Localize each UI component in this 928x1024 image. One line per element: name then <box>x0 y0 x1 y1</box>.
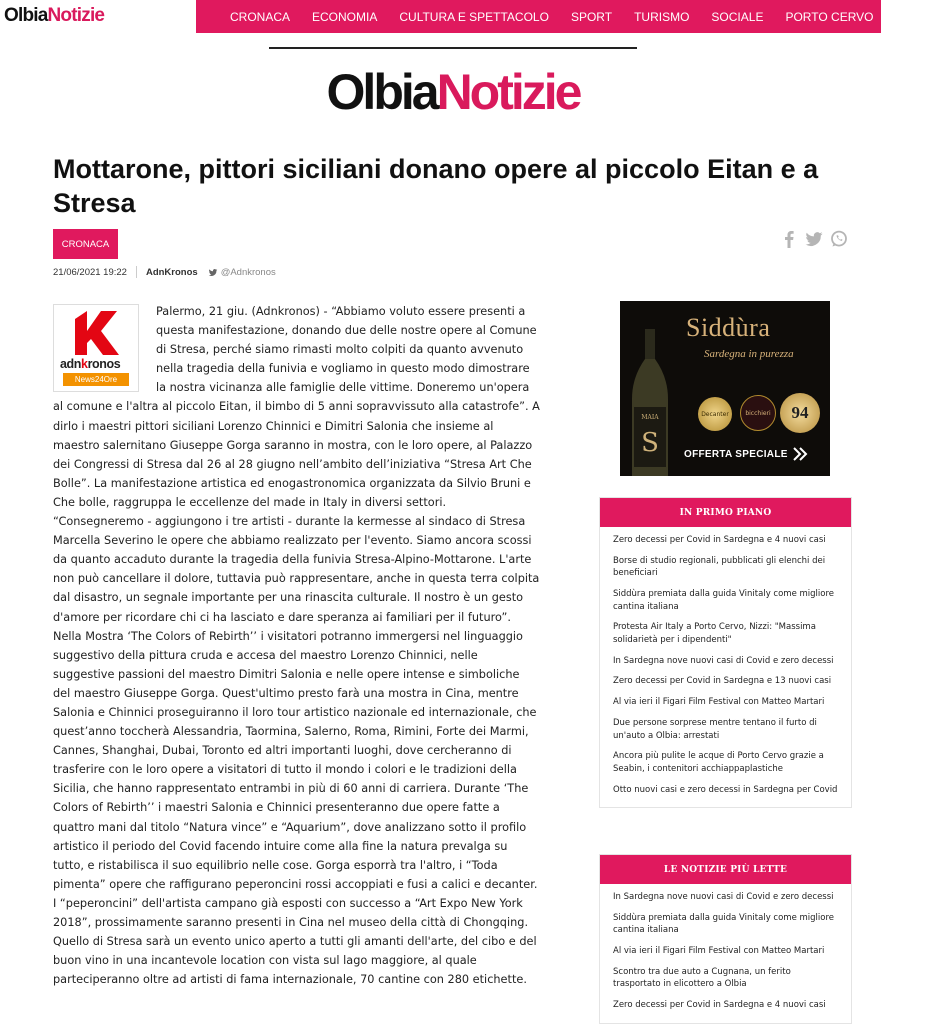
nav-turismo[interactable]: TURISMO <box>634 9 690 24</box>
nav-sport[interactable]: SPORT <box>570 9 613 24</box>
ad-brand: Siddùra <box>686 313 771 342</box>
article-date: 21/06/2021 19:22 <box>53 266 127 278</box>
list-item[interactable]: Ancora più pulite le acque di Porto Cervo grazie a Seabin, i contenitori acchiappaplastiche <box>613 751 824 774</box>
masthead-olbia: Olbia <box>326 63 437 120</box>
list-item[interactable]: Borse di studio regionali, pubblicati gli elenchi dei beneficiari <box>613 555 826 579</box>
svg-text:MAIA: MAIA <box>641 414 659 421</box>
adnkronos-wordmark <box>60 355 120 374</box>
facebook-icon[interactable] <box>780 230 798 248</box>
nav-porto-cervo[interactable]: PORTO CERVO <box>785 9 874 24</box>
list-item[interactable]: Zero decessi per Covid in Sardegna e 4 nuovi casi <box>613 1000 826 1011</box>
list-item[interactable]: In Sardegna nove nuovi casi di Covid e zero decessi <box>613 892 834 902</box>
list-item[interactable]: Otto nuovi casi e zero decessi in Sardegna per Covid <box>613 784 838 795</box>
article-meta <box>53 266 276 278</box>
ad-tagline: Sardegna in purezza <box>704 348 794 360</box>
adnkronos-logo <box>53 304 139 392</box>
logo-notizie: Notizie <box>47 5 105 26</box>
article-title: Mottarone, pittori siciliani donano opere al piccolo Eitan e a Stresa <box>53 154 819 218</box>
widget-primo-piano <box>599 497 852 808</box>
wordmark-ronos: ronos <box>87 357 121 371</box>
list-item[interactable]: Al via ieri il Figari Film Festival con Matteo Martari <box>613 946 825 957</box>
wine-bottle-image <box>628 329 672 476</box>
author-twitter[interactable] <box>208 267 276 278</box>
medal3-label: 94 <box>791 403 809 422</box>
double-chevron-right-icon <box>792 447 808 461</box>
twitter-handle: @Adnkronos <box>220 266 276 278</box>
category-badge[interactable]: CRONACA <box>53 229 118 259</box>
widget-primo-piano-title: IN PRIMO PIANO <box>600 498 851 527</box>
site-logo-small[interactable] <box>4 5 104 27</box>
bicchieri-medal <box>740 395 776 431</box>
siddura-ad-banner[interactable] <box>620 301 830 476</box>
twitter-small-icon <box>208 268 218 277</box>
nav-cultura[interactable]: CULTURA E SPETTACOLO <box>399 9 549 24</box>
masthead-logo[interactable] <box>269 47 637 134</box>
meta-divider <box>136 266 137 278</box>
medal1-label: Decanter <box>701 410 729 418</box>
list-item[interactable]: Scontro tra due auto a Cugnana, un ferito trasportato in elicottero a Olbia <box>613 966 791 990</box>
top-bar <box>0 0 928 33</box>
svg-text:S: S <box>641 428 659 458</box>
whatsapp-icon[interactable] <box>830 230 848 248</box>
widget-piu-lette-title: LE NOTIZIE PIÙ LETTE <box>600 855 851 884</box>
adnkronos-k-mark <box>71 311 121 355</box>
masthead-notizie: Notizie <box>436 63 580 120</box>
wordmark-adn: adn <box>60 357 82 371</box>
logo-olbia: Olbia <box>4 5 48 26</box>
list-item[interactable]: Protesta Air Italy a Porto Cervo, Nizzi: "Massima solidarietà per i dipendenti" <box>613 622 816 645</box>
list-item[interactable]: Siddùra premiata dalla guida Vinitaly come migliore cantina italiana <box>613 912 835 936</box>
wordmark-k: k <box>81 357 88 371</box>
list-item[interactable]: Zero decessi per Covid in Sardegna e 4 nuovi casi <box>613 535 826 545</box>
ad-offer: OFFERTA SPECIALE <box>684 449 788 460</box>
medal2-label: bicchieri <box>745 409 771 417</box>
nav-cronaca[interactable]: CRONACA <box>230 9 291 24</box>
list-item[interactable]: In Sardegna nove nuovi casi di Covid e zero decessi <box>613 655 834 666</box>
nav-sociale[interactable]: SOCIALE <box>711 9 764 24</box>
list-item[interactable]: Al via ieri il Figari Film Festival con Matteo Martari <box>613 697 825 708</box>
share-buttons <box>780 230 848 248</box>
list-item[interactable]: Due persone sorprese mentre tentano il furto di un'auto a Olbia: arrestati <box>613 718 817 741</box>
article-body <box>53 302 540 989</box>
weather-temperature: 2 <box>918 9 928 24</box>
widget-piu-lette <box>599 854 852 1024</box>
list-item[interactable]: Zero decessi per Covid in Sardegna e 13 nuovi casi <box>613 676 832 687</box>
article-author[interactable]: AdnKronos <box>145 266 198 278</box>
main-nav <box>196 0 928 33</box>
score-medal <box>780 393 820 433</box>
list-item[interactable]: Siddùra premiata dalla guida Vinitaly come migliore cantina italiana <box>613 589 835 612</box>
news24ore-label: News24Ore <box>63 373 129 386</box>
decanter-medal <box>698 397 732 431</box>
article-text: Palermo, 21 giu. (Adnkronos) - “Abbiamo voluto essere presenti a questa manifestazione, donando due delle nostre opere al Comune di Stresa, perché siamo rimasti molto colpiti da quanto avvenuto nella tragedia della funivia e vogliamo in questo modo dimostrare la nostra vicinanza alle famiglie delle vittime. Doneremo un'opera al comune e l'altra al piccolo Eitan, il bimbo di 5 anni sopravvissuto alla catastrofe”. A dirlo i maestri pittori siciliani Lorenzo Chinnici e Dimitri Salonia che insieme al maestro salernitano Giuseppe Gorga saranno in mostra, con le loro opere, al Palazzo dei Congressi di Stresa dal 26 al 28 giugno nell’ambito dell’iniziativa “Stresa Art Che Bolle”. La manifestazione artistica ed enogastronomica organizzata da Silvio Bruni e Che bolle, raggruppa le eccellenze del made in Italy in diversi settori. “Consegneremo - aggiungono i tre artisti - durante la kermesse al sindaco di Stresa Marcella Severino le opere che abbiamo realizzato per l'evento. Siamo ancora scossi da quanto accaduto durante la tragedia della funivia Stresa-Alpino-Mottarone. L'arte non può cancellare il dolore, tuttavia può rappresentare, anche in questa terra colpita dal disastro, un segnale importante per una rinascita culturale. Il nostro è un gesto d'amore per ricordare chi ci ha lasciato e dare speranza ai familiari per il futuro”. Nella Mostra ‘The Colors of Rebirth’’ i visitatori potranno immergersi nel linguaggio suggestivo della pittura cruda e accesa del maestro Lorenzo Chinnici, nelle suggestive passioni del maestro Dimitri Salonia e nelle opere intense e simboliche del maestro Giuseppe Gorga. Quest'ultimo presto farà una mostra in Cina, mentre Salonia e Chinnici proseguiranno il loro tour artistico nazionale ed internazionale, che quest’anno toccherà Alessandria, Taormina, Salerno, Roma, Rimini, Forte dei Marmi, Cannes, Shanghai, Dubai, Toronto ed altri importanti luoghi, dove cercheranno di trasferire con le loro opere a visitatori di tutto il mondo i colori e le tradizioni della Sicilia, che hanno rappresentato entrambi in più di 60 anni di carriera. Durante ‘The Colors of Rebirth’’ i maestri Salonia e Chinnici presenteranno due opere fatte a quattro mani dal titolo “Natura vince” e “Aquarium”, dove analizzano sotto il profilo artistico il periodo del Covid facendo intuire come alla fine la natura prevalga su tutto, e ristabilisca il suo equilibrio nelle cose. Gorga esporrà tra l'altro, i “Toda pimenta” opere che raffigurano peperoncini rossi accoppiati e fusi a calici e decanter. I “peperoncini” dell'artista campano già esposti con successo a “Art Expo New York 2018”, prossimamente saranno presenti in Cina nel museo della città di Chongqing. Quello di Stresa sarà un evento unico aperto a tutti gli amanti dell'arte, del cibo e del buon vino in una incantevole location con vista sul lago maggiore, al quale parteciperanno oltre ad artisti di fama internazionale, 70 cantine con 280 etichette. <box>53 305 540 987</box>
twitter-icon[interactable] <box>805 230 823 248</box>
nav-economia[interactable]: ECONOMIA <box>312 9 378 24</box>
